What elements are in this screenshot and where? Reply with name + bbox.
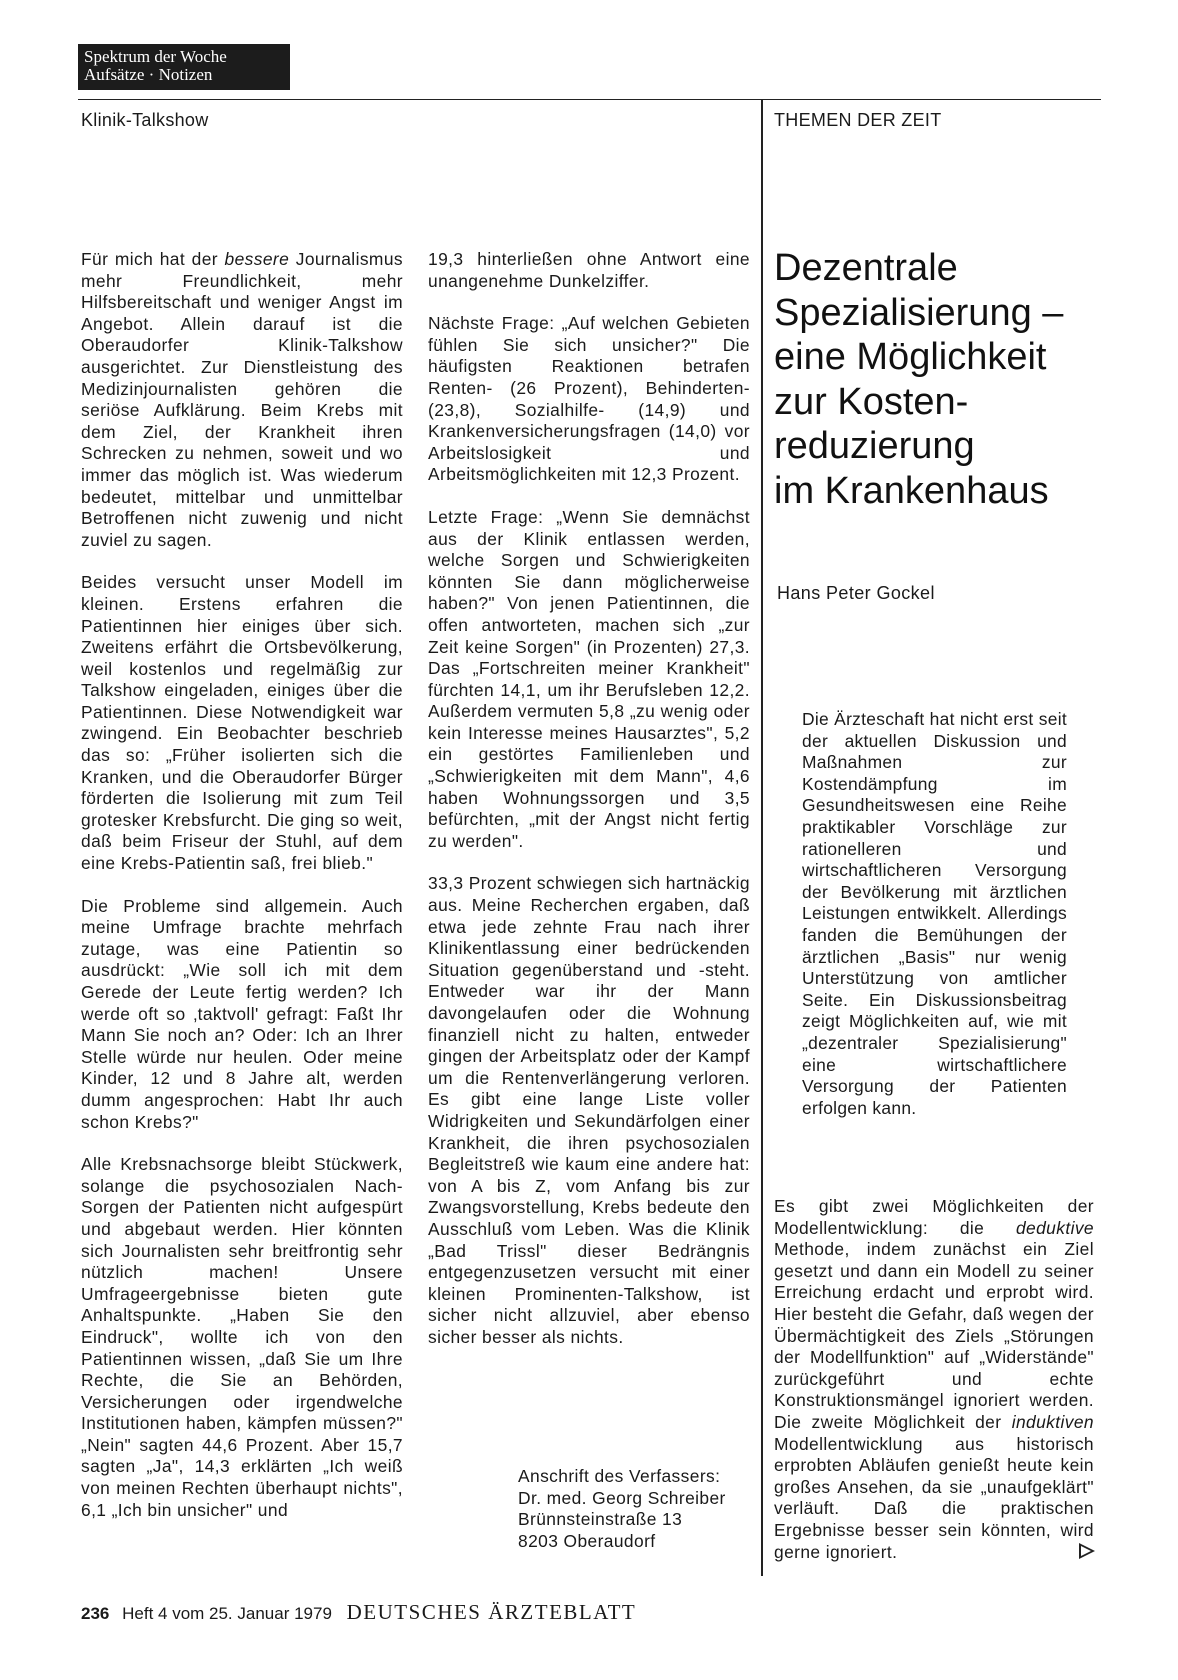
address-line-2: Dr. med. Georg Schreiber xyxy=(518,1487,726,1508)
headline-line: reduzierung xyxy=(774,425,975,467)
col1-paragraph-3: Die Probleme sind allgemein. Auch meine Umfrage brachte mehrfach zutage, was eine Patientin so ausdrückt: „Wie soll ich mit dem Gerede der Leute fertig werden? Ich werde oft so ‚taktvoll' gefragt: Faßt Ihr Mann Sie noch an? Oder: Ich an Ihrer Stelle würde nur heulen. Oder meine Kinder, 12 und 8 Jahre alt, werden dumm angesprochen: Habt Ihr auch schon Krebs?" xyxy=(81,895,403,1132)
page-footer xyxy=(81,1600,636,1625)
headline-line: eine Möglichkeit xyxy=(774,336,1047,378)
journal-name: DEUTSCHES ÄRZTEBLATT xyxy=(346,1600,637,1624)
address-line-3: Brünnsteinstraße 13 xyxy=(518,1509,683,1530)
right-rubric: THEMEN DER ZEIT xyxy=(774,110,942,130)
headline-line: im Krankenhaus xyxy=(774,469,1049,512)
address-line-4: 8203 Oberaudorf xyxy=(518,1530,656,1551)
col1-paragraph-1: Für mich hat der bessere Journalismus mehr Freundlichkeit, mehr Hilfsbereitschaft und weniger Angst im Angebot. Allein darauf ist die Oberaudorfer Klinik-Talkshow ausgerichtet. Zur Dienstleistung des Medizinjournalisten gehören die seriöse Aufklärung. Beim Krebs mit dem Ziel, der Krankheit ihren Schrecken zu nehmen, soweit und wo immer das möglich ist. Was wiederum bedeutet, mittelbar und unmittelbar Betroffenen nicht zuwenig und nicht zuviel zu sagen. xyxy=(81,249,403,550)
headline-line: zur Kosten- xyxy=(774,380,969,423)
issue-info: Heft 4 vom 25. Januar 1979 xyxy=(122,1604,332,1623)
author-address xyxy=(518,1466,726,1552)
col2-paragraph-1: 19,3 hinterließen ohne Antwort eine unangenehme Dunkelziffer. xyxy=(428,249,750,291)
column-2 xyxy=(428,249,750,1370)
col2-paragraph-3: Letzte Frage: „Wenn Sie demnächst aus der Klinik entlassen werden, welche Sorgen und Schwierigkeiten könnten Sie dann möglicherweise haben?" Von jenen Patientinnen, die offen antworteten, machen sich „zur Zeit keine Sorgen" (in Prozenten) 27,3. Das „Fortschreiten meiner Krankheit" fürchten 14,1, um ihr Berufsleben 12,2. Außerdem vermuten 5,8 „zu wenig oder kein Interesse meines Hausarztes", 5,2 ein gestörtes Familienleben und „Schwierigkeiten mit dem Mann", 4,6 haben Wohnungssorgen und 3,5 befürchten, „mit der Angst nicht fertig zu werden". xyxy=(428,506,750,851)
headline-line: Dezentrale xyxy=(774,247,958,289)
section-label-line2: Aufsätze · Notizen xyxy=(84,65,213,84)
col1-paragraph-2: Beides versucht unser Modell im kleinen. Erstens erfahren die Patientinnen hier einiges über sich. Zweitens erfährt die Ortsbevölkerung, weil kostenlos und regelmäßig zur Talkshow eingeladen, einiges über die Patientinnen. Diese Notwendigkeit war zwingend. Ein Beobachter beschrieb das so: „Früher isolierten sich die Kranken, und die Oberaudorfer Bürger förderten die Isolierung mit zum Teil grotesker Krebsfurcht. Die ging so weit, daß beim Friseur der Stuhl, auf dem eine Krebs-Patientin saß, frei blieb." xyxy=(81,572,403,874)
article-author: Hans Peter Gockel xyxy=(777,583,935,603)
headline-line: Spezialisierung – xyxy=(774,291,1064,334)
column-divider xyxy=(761,99,763,1576)
col2-paragraph-4: 33,3 Prozent schwiegen sich hartnäckig aus. Meine Recherchen ergaben, daß etwa jede zehnte Frau nach ihrer Klinikentlassung einer bedrückenden Situation gegenüberstand und -steht. Entweder war ihr der Mann davongelaufen oder die Wohnung finanziell nicht zu halten, entweder gingen der Arbeitsplatz oder der Kampf um die Rentenverlängerung verloren. Es gibt eine lange Liste voller Widrigkeiten und Sekundärfolgen einer Krankheit, die ihren psychosozialen Begleitstreß wie kaum eine andere hat: von A bis Z, vom Anfang bis zur Zwangsvorstellung, Krebs bedeute den Ausschluß vom Leben. Was die Klinik „Bad Trissl" dieser Bedrängnis entgegenzusetzen versucht mit einer kleinen Prominenten-Talkshow, ist sicher nicht allzuviel, aber ebenso sicher besser als nichts. xyxy=(428,873,750,1347)
header-rule xyxy=(78,99,1101,100)
column-1 xyxy=(81,249,403,1542)
page-number: 236 xyxy=(81,1604,110,1623)
left-rubric: Klinik-Talkshow xyxy=(81,110,209,130)
article-body: Es gibt zwei Möglichkeiten der Modellentwicklung: die deduktive Methode, indem zunächst ein Ziel gesetzt und dann ein Modell zu seiner Erreichung erdacht und erprobt wird. Hier besteht die Gefahr, daß wegen der Übermächtigkeit des Ziels „Störungen der Modellfunktion" auf „Widerstände" zurückgeführt und echte Konstruktionsmängel ignoriert werden. Die zweite Möglichkeit der induktiven Modellentwicklung aus historisch erprobten Abläufen genießt heute kein großes Ansehen, da sie „unaufgeklärt" verläuft. Daß die praktischen Ergebnisse besser sein könnten, wird gerne ignoriert. xyxy=(774,1196,1094,1562)
section-label-line1: Spektrum der Woche xyxy=(84,47,227,66)
continue-arrow-icon xyxy=(1079,1543,1095,1559)
article-abstract: Die Ärzteschaft hat nicht erst seit der aktuellen Diskussion und Maßnahmen zur Kostendämpfung im Gesundheitswesen eine Reihe praktikabler Vorschläge zur rationelleren und wirtschaftlicheren Versorgung der Bevölkerung mit ärztlichen Leistungen entwikkelt. Allerdings fanden die Bemühungen der ärztlichen „Basis" nur wenig Unterstützung von amtlicher Seite. Ein Diskussionsbeitrag zeigt Möglichkeiten auf, wie mit „dezentraler Spezialisierung" eine wirtschaftlichere Versorgung der Patienten erfolgen kann. xyxy=(802,709,1067,1118)
col2-paragraph-2: Nächste Frage: „Auf welchen Gebieten fühlen Sie sich unsicher?" Die häufigsten Reaktionen betrafen Renten- (26 Prozent), Behinderten- (23,8), Sozialhilfe- (14,9) und Krankenversicherungsfragen (14,0) vor Arbeitslosigkeit und Arbeitsmöglichkeiten mit 12,3 Prozent. xyxy=(428,313,750,485)
article-headline xyxy=(774,246,1094,513)
section-label xyxy=(78,44,290,90)
address-line-1: Anschrift des Verfassers: xyxy=(518,1466,721,1486)
col1-paragraph-4: Alle Krebsnachsorge bleibt Stückwerk, solange die psychosozialen Nach-Sorgen der Patienten nicht aufgespürt und abgebaut werden. Hier könnten sich Journalisten sehr breitfrontig sehr nützlich machen! Unsere Umfrageergebnisse bieten gute Anhaltspunkte. „Haben Sie den Eindruck", wollte ich von den Patientinnen wissen, „daß Sie um Ihre Rechte, die Sie an Behörden, Versicherungen oder irgendwelche Institutionen haben, kämpfen müssen?" „Nein" sagten 44,6 Prozent. Aber 15,7 sagten „Ja", 14,3 erklärten „Ich weiß von meinen Rechten überhaupt nichts", 6,1 „Ich bin unsicher" und xyxy=(81,1154,403,1520)
